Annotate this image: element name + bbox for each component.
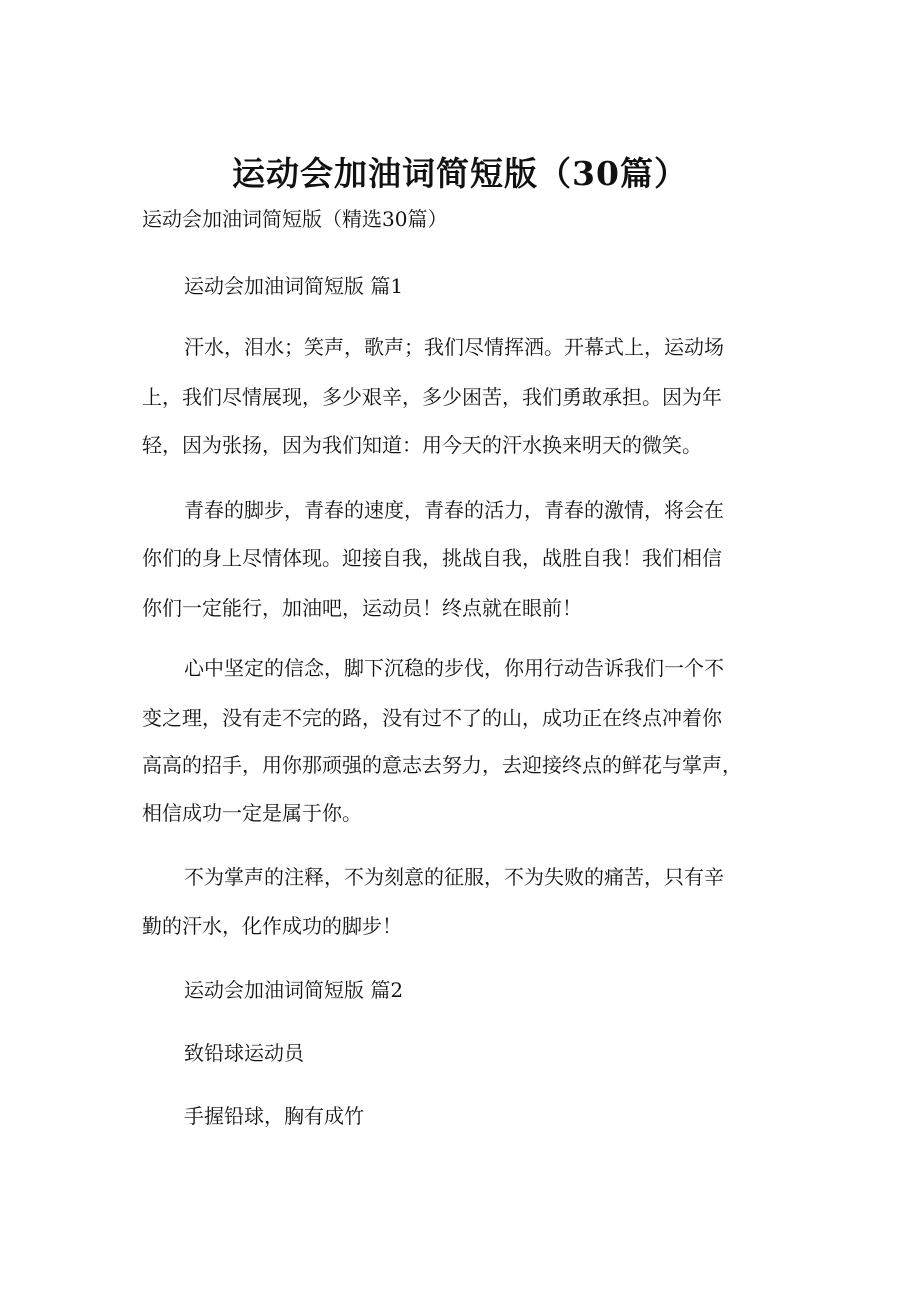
paragraph3-line2: 变之理，没有走不完的路，没有过不了的山，成功正在终点冲着你 [142,706,722,730]
section1-heading: 运动会加油词简短版 篇1 [184,274,404,298]
paragraph2-line2: 你们的身上尽情体现。迎接自我，挑战自我，战胜自我！我们相信 [142,546,722,570]
paragraph1-line1: 汗水，泪水；笑声，歌声；我们尽情挥洒。开幕式上，运动场 [184,335,724,359]
paragraph3-line3: 高高的招手，用你那顽强的意志去努力，去迎接终点的鲜花与掌声， [142,753,742,777]
paragraph2-line1: 青春的脚步，青春的速度，青春的活力，青春的激情，将会在 [184,498,724,522]
section2-poem-line1: 手握铅球，胸有成竹 [184,1104,364,1128]
paragraph4-line1: 不为掌声的注释，不为刻意的征服，不为失败的痛苦，只有辛 [184,865,724,889]
section2-heading: 运动会加油词简短版 篇2 [184,978,404,1002]
section2-poem-title: 致铅球运动员 [184,1041,304,1065]
paragraph3-line1: 心中坚定的信念，脚下沉稳的步伐，你用行动告诉我们一个不 [184,656,724,680]
paragraph3-line4: 相信成功一定是属于你。 [142,801,362,825]
paragraph1-line2: 上，我们尽情展现，多少艰辛，多少困苦，我们勇敢承担。因为年 [142,385,722,409]
paragraph4-line2: 勤的汗水，化作成功的脚步！ [142,914,402,938]
paragraph1-line3: 轻，因为张扬，因为我们知道：用今天的汗水换来明天的微笑。 [142,433,702,457]
document-title: 运动会加油词简短版（30篇） [232,154,688,193]
paragraph2-line3: 你们一定能行，加油吧，运动员！终点就在眼前！ [142,596,582,620]
document-subtitle: 运动会加油词简短版（精选30篇） [142,207,448,231]
